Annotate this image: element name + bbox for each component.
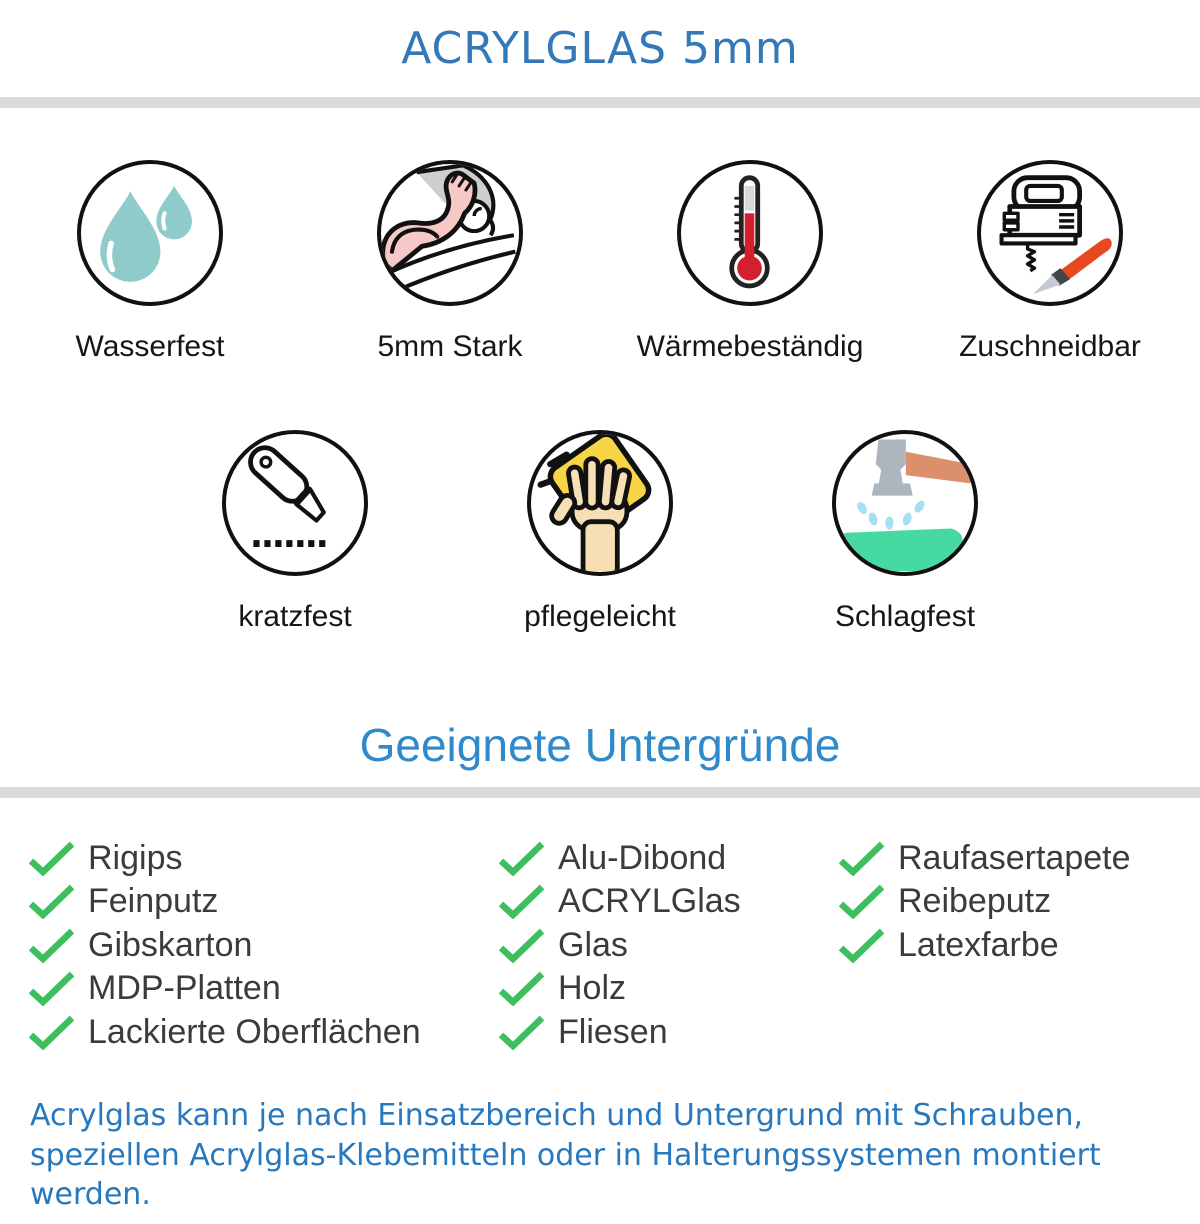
list-item xyxy=(498,880,838,924)
feature-label: Schlagfest xyxy=(834,600,976,634)
check-icon xyxy=(498,971,545,1006)
check-icon xyxy=(28,884,75,919)
surfaces-column-3 xyxy=(838,836,1200,1054)
divider-bar xyxy=(0,97,1200,108)
feature-label: Wärmebeständig xyxy=(636,329,864,363)
surface-label: Fliesen xyxy=(558,1012,668,1051)
feature-wasserfest xyxy=(0,160,300,365)
surface-label: Alu-Dibond xyxy=(558,838,727,877)
page-title: ACRYLGLAS 5mm xyxy=(401,23,799,74)
features-row-2 xyxy=(0,430,1200,635)
cleaning-hand-icon xyxy=(527,430,673,576)
feature-label: Wasserfest xyxy=(75,329,225,363)
list-item xyxy=(28,836,498,880)
hammer-icon xyxy=(832,430,978,576)
list-item xyxy=(498,836,838,880)
feature-schlagfest xyxy=(753,430,1058,635)
check-icon xyxy=(838,928,885,963)
feature-5mm-stark xyxy=(300,160,600,365)
mounting-note xyxy=(0,1096,1200,1215)
surface-label: Glas xyxy=(558,925,628,964)
feature-pflegeleicht xyxy=(448,430,753,635)
feature-label: 5mm Stark xyxy=(377,329,523,363)
list-item xyxy=(28,1010,498,1054)
water-drops-icon xyxy=(77,160,223,306)
check-icon xyxy=(28,1015,75,1050)
check-icon xyxy=(28,971,75,1006)
check-icon xyxy=(838,884,885,919)
check-icon xyxy=(28,928,75,963)
list-item xyxy=(838,880,1200,924)
feature-label: pflegeleicht xyxy=(524,600,676,634)
jigsaw-knife-icon xyxy=(977,160,1123,306)
feature-zuschneidbar xyxy=(900,160,1200,365)
surfaces-column-2 xyxy=(498,836,838,1054)
surface-label: Lackierte Oberflächen xyxy=(88,1012,421,1051)
feature-label: kratzfest xyxy=(238,600,352,634)
list-item xyxy=(838,836,1200,880)
surfaces-list xyxy=(0,836,1200,1054)
surface-label: Reibeputz xyxy=(898,882,1052,921)
feature-label: Zuschneidbar xyxy=(959,329,1141,363)
feature-kratzfest xyxy=(143,430,448,635)
check-icon xyxy=(498,928,545,963)
surface-label: MDP-Platten xyxy=(88,969,281,1008)
surface-label: Rigips xyxy=(88,838,183,877)
mounting-note-line1: Acrylglas kann je nach Einsatzbereich und Untergrund mit Schrauben, xyxy=(30,1097,1084,1133)
check-icon xyxy=(28,841,75,876)
list-item xyxy=(838,923,1200,967)
check-icon xyxy=(838,841,885,876)
divider-bar xyxy=(0,787,1200,798)
surfaces-column-1 xyxy=(28,836,498,1054)
check-icon xyxy=(498,1015,545,1050)
surface-label: ACRYLGlas xyxy=(558,882,741,921)
surface-label: Latexfarbe xyxy=(898,925,1059,964)
thermometer-icon xyxy=(677,160,823,306)
features-row-1 xyxy=(0,160,1200,365)
list-item xyxy=(498,967,838,1011)
check-icon xyxy=(498,841,545,876)
muscle-arm-icon xyxy=(377,160,523,306)
list-item xyxy=(498,1010,838,1054)
list-item xyxy=(28,880,498,924)
utility-knife-icon xyxy=(222,430,368,576)
surface-label: Raufasertapete xyxy=(898,838,1131,877)
list-item xyxy=(28,923,498,967)
list-item xyxy=(498,923,838,967)
check-icon xyxy=(498,884,545,919)
feature-waermebestaendig xyxy=(600,160,900,365)
mounting-note-line2: speziellen Acrylglas-Klebemitteln oder in Halterungssystemen montiert werden. xyxy=(30,1137,1101,1213)
surface-label: Holz xyxy=(558,969,627,1008)
surface-label: Feinputz xyxy=(88,882,219,921)
surface-label: Gibskarton xyxy=(88,925,253,964)
surfaces-heading: Geeignete Untergründe xyxy=(359,718,841,771)
list-item xyxy=(28,967,498,1011)
